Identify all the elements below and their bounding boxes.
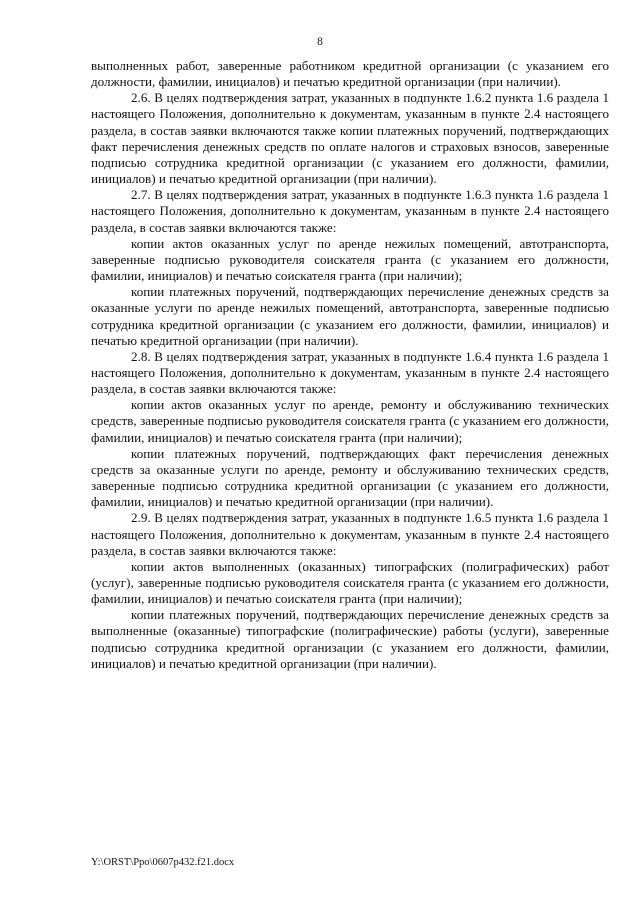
page-number: 8 bbox=[317, 36, 323, 48]
paragraph-2-7-payments: копии платежных поручений, подтверждающих перечисление денежных средств за оказанные услуги по аренде нежилых помещений, автотранспорта, заверенные подписью сотрудника кредитной организации (с указанием его должности, фамилии, инициалов) и печатью кредитной организации (при наличии). bbox=[91, 284, 609, 348]
paragraph-2-8: 2.8. В целях подтверждения затрат, указанных в подпункте 1.6.4 пункта 1.6 раздела 1 настоящего Положения, дополнительно к документам, указанным в пункте 2.4 настоящего раздела, в состав заявки включаются также: bbox=[91, 348, 609, 397]
paragraph-2-9: 2.9. В целях подтверждения затрат, указанных в подпункте 1.6.5 пункта 1.6 раздела 1 настоящего Положения, дополнительно к документам, указанным в пункте 2.4 настоящего раздела, в состав заявки включаются также: bbox=[91, 510, 609, 558]
document-body bbox=[91, 58, 609, 672]
paragraph-2-9-acts: копии актов выполненных (оказанных) типографских (полиграфических) работ (услуг), заверенные подписью руководителя соискателя гранта (с указанием его должности, фамилии, инициалов) и печатью соискателя гранта (при наличии); bbox=[91, 558, 609, 607]
paragraph-2-6: 2.6. В целях подтверждения затрат, указанных в подпункте 1.6.2 пункта 1.6 раздела 1 настоящего Положения, дополнительно к документам, указанным в пункте 2.4 настоящего раздела, в состав заявки включаются также копии платежных поручений, подтверждающих факт перечисления денежных средств по оплате налогов и страховых взносов, заверенные подписью сотрудника кредитной организации (с указанием его должности, фамилии, инициалов) и печатью кредитной организации (при наличии). bbox=[91, 90, 609, 187]
footer-file-path: Y:\ORST\Ppo\0607p432.f21.docx bbox=[91, 857, 235, 868]
paragraph-continuation: выполненных работ, заверенные работником кредитной организации (с указанием его должности, фамилии, инициалов) и печатью кредитной организации (при наличии). bbox=[91, 58, 609, 90]
paragraph-2-7: 2.7. В целях подтверждения затрат, указанных в подпункте 1.6.3 пункта 1.6 раздела 1 настоящего Положения, дополнительно к документам, указанным в пункте 2.4 настоящего раздела, в состав заявки включаются также: bbox=[91, 187, 609, 235]
paragraph-2-8-acts: копии актов оказанных услуг по аренде, ремонту и обслуживанию технических средств, заверенные подписью руководителя соискателя гранта (с указанием его должности, фамилии, инициалов) и печатью соискателя гранта (при наличии); bbox=[91, 397, 609, 445]
paragraph-2-8-payments: копии платежных поручений, подтверждающих факт перечисления денежных средств за оказанные услуги по аренде, ремонту и обслуживанию технических средств, заверенные подписью сотрудника кредитной организации (с указанием его должности, фамилии, инициалов) и печатью кредитной организации (при наличии). bbox=[91, 445, 609, 510]
paragraph-2-9-payments: копии платежных поручений, подтверждающих перечисление денежных средств за выполненные (оказанные) типографские (полиграфические) работы (услуги), заверенные подписью сотрудника кредитной организации (с указанием его должности, фамилии, инициалов) и печатью кредитной организации (при наличии). bbox=[91, 607, 609, 671]
paragraph-2-7-acts: копии актов оказанных услуг по аренде нежилых помещений, автотранспорта, заверенные подписью руководителя соискателя гранта (с указанием его должности, фамилии, инициалов) и печатью соискателя гранта (при наличии); bbox=[91, 235, 609, 284]
